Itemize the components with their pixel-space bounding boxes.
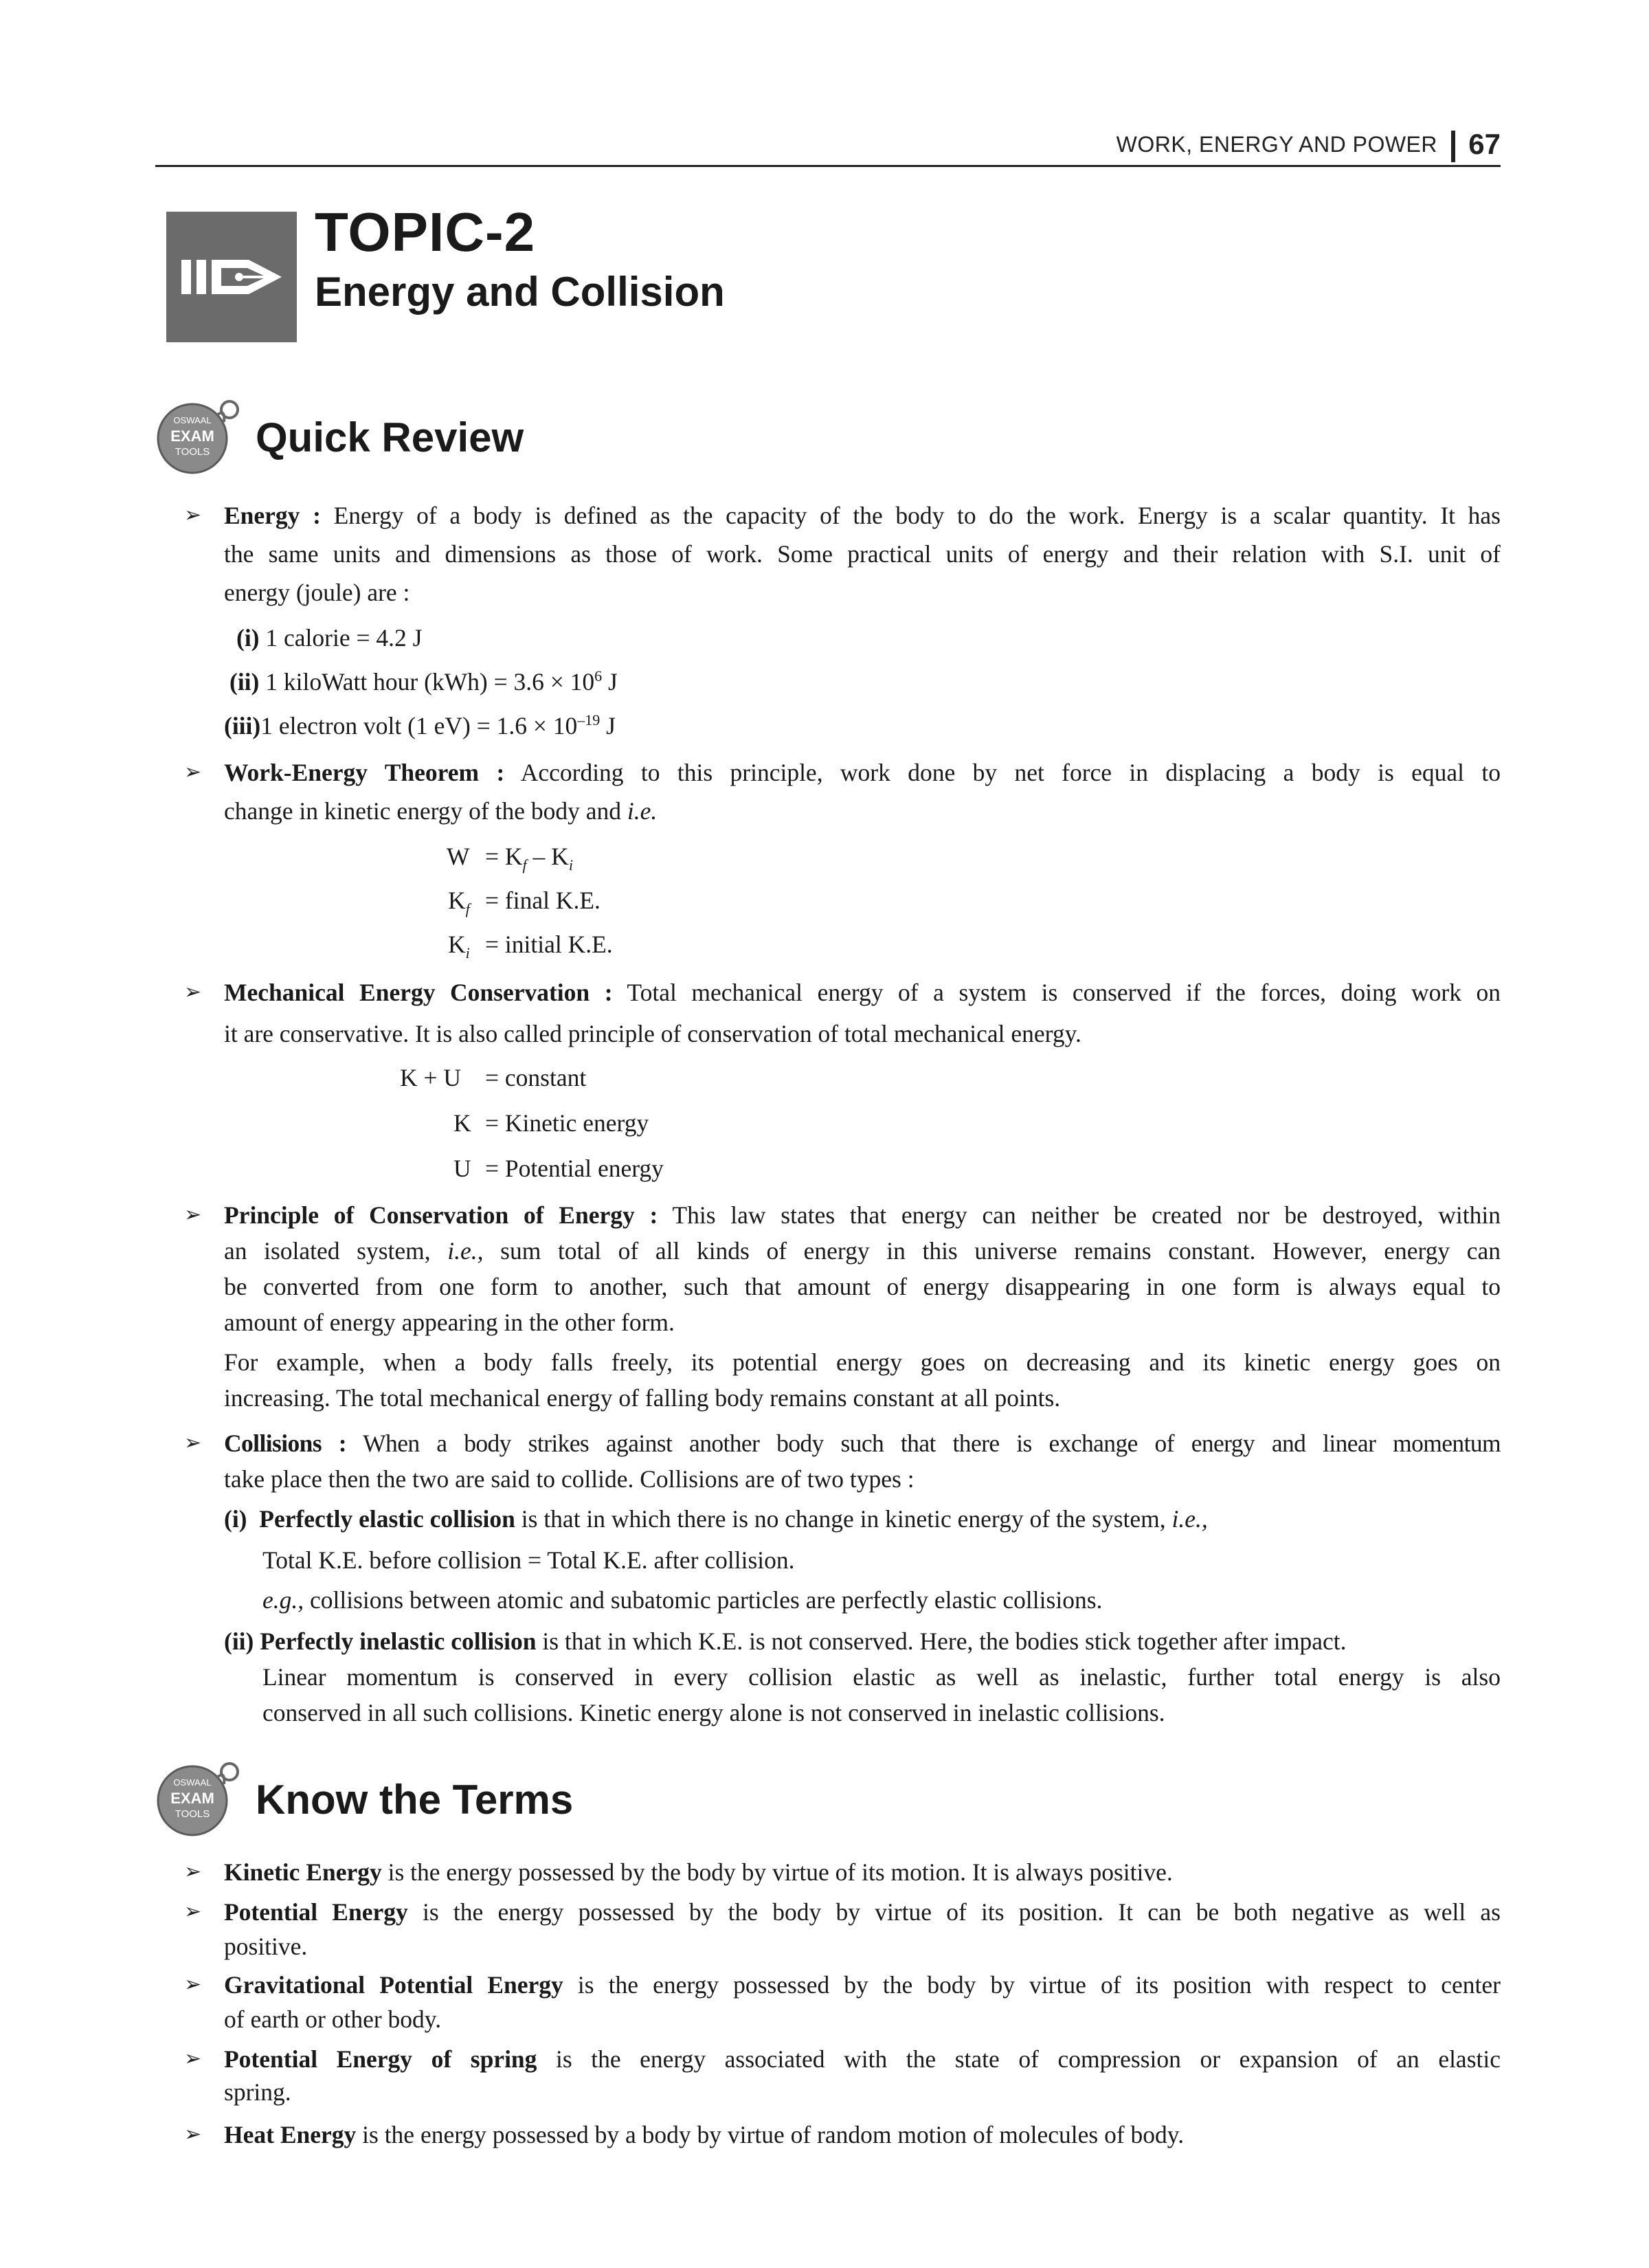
text: This law states that energy can neither be created nor be destroyed, within [672, 1201, 1501, 1229]
equation-u-rhs: = Potential energy [485, 1155, 664, 1182]
inelastic-collision-line-1 [224, 1627, 1347, 1655]
text: is the energy possessed by the body by virtue of its position. It can be both negative as well as [422, 1898, 1501, 1926]
subscript: i [568, 856, 573, 874]
term: Mechanical Energy Conservation : [224, 979, 613, 1006]
bullet-arrow-icon: ➢ [184, 2123, 202, 2146]
item-mark: (i) [224, 1505, 247, 1533]
term-item [224, 1858, 1173, 1886]
item-mark: (i) [236, 624, 260, 652]
rhs-a: = K [485, 843, 523, 870]
work-energy-line-1 [224, 759, 1501, 786]
term-item [224, 1898, 1501, 1926]
header-rule [155, 165, 1501, 167]
bullet-arrow-icon: ➢ [184, 1432, 202, 1454]
elastic-collision-line-2: Total K.E. before collision = Total K.E. after collision. [262, 1546, 795, 1574]
eg: e.g., [262, 1586, 304, 1614]
pen-nib-icon [166, 212, 297, 342]
item-text: 1 kiloWatt hour (kWh) = 3.6 × 10 [265, 668, 595, 696]
item-mark: (ii) [224, 1627, 254, 1655]
energy-unit-ii [229, 668, 618, 696]
text-a: an isolated system, [224, 1237, 431, 1265]
item-text: 1 electron volt (1 eV) = 1.6 × 10 [260, 712, 578, 740]
energy-unit-iii [224, 712, 616, 740]
text: According to this principle, work done by net force in displacing a body is equal to [520, 759, 1501, 786]
running-header [155, 128, 1501, 166]
bullet-arrow-icon: ➢ [184, 761, 202, 783]
ie: i.e., [447, 1237, 484, 1265]
work-energy-line-2 [224, 797, 657, 825]
oswaal-exam-tools-badge-icon [148, 1757, 251, 1839]
page-number: 67 [1468, 128, 1501, 160]
header-divider [1451, 131, 1455, 162]
lhs: K [448, 887, 466, 914]
text: change in kinetic energy of the body and [224, 797, 622, 825]
conservation-line-2 [224, 1237, 1501, 1265]
item-mark: (ii) [229, 668, 260, 696]
energy-line-3: energy (joule) are : [224, 579, 410, 606]
unit: J [602, 668, 618, 696]
equation-ki-rhs: = initial K.E. [485, 931, 613, 958]
equation-k-rhs: = Kinetic energy [485, 1109, 649, 1137]
term-item-cont: spring. [224, 2078, 291, 2106]
term: Kinetic Energy [224, 1858, 382, 1886]
badge-text-1: OSWAAL [173, 415, 212, 425]
text: is the energy possessed by a body by virtue of random motion of molecules of body. [362, 2121, 1185, 2148]
text: is the energy associated with the state of compression or expansion of an elastic [555, 2045, 1501, 2073]
collisions-line-1 [224, 1430, 1501, 1457]
text-b: sum total of all kinds of energy in this universe remains constant. However, energy can [500, 1237, 1501, 1265]
term: Perfectly inelastic collision [260, 1627, 537, 1655]
term-item-cont: positive. [224, 1933, 308, 1960]
badge-text-3: TOOLS [175, 446, 210, 458]
bullet-arrow-icon: ➢ [184, 504, 202, 526]
ie: i.e., [1171, 1505, 1208, 1533]
energy-line-2: the same units and dimensions as those of work. Some practical units of energy and their relation with S.I. unit of [224, 540, 1501, 568]
bullet-arrow-icon: ➢ [184, 2047, 202, 2070]
text: Total mechanical energy of a system is conserved if the forces, doing work on [627, 979, 1501, 1006]
inelastic-collision-line-2: Linear momentum is conserved in every collision elastic as well as inelastic, further total energy is also [262, 1663, 1501, 1691]
equation-kf-rhs: = final K.E. [485, 887, 601, 914]
topic-title: Energy and Collision [315, 269, 725, 315]
subscript: f [465, 900, 470, 918]
conservation-line-5: For example, when a body falls freely, its potential energy goes on decreasing and its kinetic energy goes on [224, 1348, 1501, 1376]
conservation-line-3: be converted from one form to another, such that amount of energy disappearing in one form is always equal to [224, 1273, 1501, 1300]
badge-text-3: TOOLS [175, 1808, 210, 1820]
item-mark: (iii) [224, 712, 261, 740]
know-the-terms-heading [148, 1757, 835, 1839]
inelastic-collision-line-3: conserved in all such collisions. Kinetic energy alone is not conserved in inelastic collisions. [262, 1699, 1165, 1726]
subscript: i [465, 944, 470, 962]
elastic-collision-line-3 [262, 1586, 1102, 1614]
section-title: Know the Terms [256, 1777, 574, 1823]
equation-ku-rhs: = constant [485, 1064, 587, 1091]
oswaal-exam-tools-badge-icon [148, 394, 251, 477]
mech-line-1 [224, 979, 1501, 1006]
collisions-line-2: take place then the two are said to collide. Collisions are of two types : [224, 1465, 915, 1493]
lhs: K [448, 931, 466, 958]
term: Collisions : [224, 1430, 346, 1457]
bullet-arrow-icon: ➢ [184, 981, 202, 1003]
term: Perfectly elastic collision [259, 1505, 515, 1533]
text: is the energy possessed by the body by virtue of its position with respect to center [577, 1971, 1501, 1999]
badge-text-2: EXAM [170, 427, 214, 445]
section-title: Quick Review [256, 414, 524, 460]
subscript: f [522, 856, 527, 874]
term: Potential Energy of spring [224, 2045, 537, 2073]
mech-line-2: it are conservative. It is also called principle of conservation of total mechanical energy. [224, 1020, 1081, 1047]
equation-u-lhs: U [453, 1155, 471, 1182]
text: is that in which there is no change in kinetic energy of the system, [521, 1505, 1166, 1533]
bullet-arrow-icon: ➢ [184, 1203, 202, 1226]
quick-review-heading [148, 394, 835, 477]
elastic-collision-line-1 [224, 1505, 1208, 1533]
bullet-arrow-icon: ➢ [184, 1973, 202, 1996]
text: When a body strikes against another body such that there is exchange of energy and linear momentum [363, 1430, 1501, 1457]
lhs: W [447, 843, 470, 870]
text: collisions between atomic and subatomic particles are perfectly elastic collisions. [310, 1586, 1103, 1614]
term-item [224, 2121, 1184, 2148]
conservation-line-4: amount of energy appearing in the other form. [224, 1309, 675, 1336]
ie: i.e. [627, 797, 658, 825]
term: Potential Energy [224, 1898, 408, 1926]
energy-line-1 [224, 502, 1501, 529]
equation-k-lhs: K [453, 1109, 471, 1137]
badge-text-1: OSWAAL [173, 1777, 212, 1788]
item-text: 1 calorie = 4.2 J [265, 624, 423, 652]
term: Heat Energy [224, 2121, 357, 2148]
term-item-cont: of earth or other body. [224, 2005, 442, 2033]
conservation-line-1 [224, 1201, 1501, 1229]
text: is that in which K.E. is not conserved. Here, the bodies stick together after impact. [542, 1627, 1347, 1655]
term-item [224, 1971, 1501, 1999]
term-item [224, 2045, 1501, 2073]
bullet-arrow-icon: ➢ [184, 1900, 202, 1923]
conservation-line-6: increasing. The total mechanical energy of falling body remains constant at all points. [224, 1384, 1061, 1412]
exponent: 6 [594, 667, 603, 685]
text: Energy of a body is defined as the capacity of the body to do the work. Energy is a scalar quantity. It has [333, 502, 1501, 529]
energy-unit-i [236, 624, 422, 652]
equation-ki [448, 931, 470, 962]
unit: J [600, 712, 616, 740]
bullet-arrow-icon: ➢ [184, 1860, 202, 1883]
equation-w [447, 843, 470, 870]
topic-label: TOPIC-2 [315, 201, 536, 263]
equation-kf [448, 887, 470, 918]
term: Gravitational Potential Energy [224, 1971, 563, 1999]
rhs-b: – K [526, 843, 569, 870]
text: is the energy possessed by the body by virtue of its motion. It is always positive. [388, 1858, 1173, 1886]
term: Energy : [224, 502, 321, 529]
equation-w-rhs [485, 843, 573, 874]
equation-ku-lhs: K + U [400, 1064, 462, 1091]
term: Principle of Conservation of Energy : [224, 1201, 658, 1229]
badge-text-2: EXAM [170, 1790, 214, 1807]
exponent: –19 [577, 711, 601, 729]
term: Work-Energy Theorem : [224, 759, 505, 786]
chapter-title: WORK, ENERGY AND POWER [1116, 132, 1437, 157]
